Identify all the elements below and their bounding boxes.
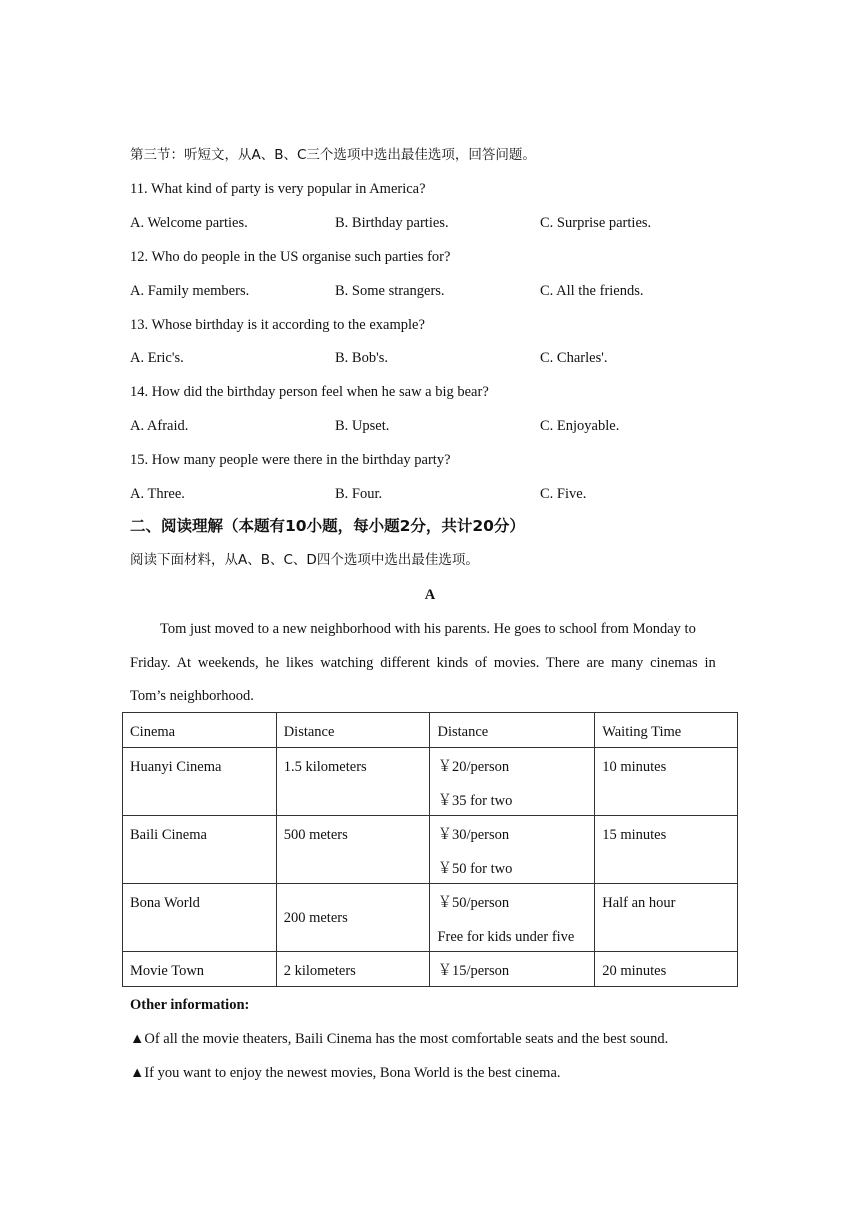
question-14: 14. How did the birthday person feel when he saw a big bear? <box>130 384 489 400</box>
cinema-name: Huanyi Cinema <box>123 748 277 816</box>
reading-section-title: 二、阅读理解（本题有10小题，每小题2分，共计20分） <box>130 517 525 535</box>
q15-option-c: C. Five. <box>540 486 587 502</box>
other-info-item-2: ▲If you want to enjoy the newest movies, Bona World is the best cinema. <box>130 1065 561 1081</box>
other-info-item-1: ▲Of all the movie theaters, Baili Cinema has the most comfortable seats and the best sound. <box>130 1031 669 1047</box>
header-cinema: Cinema <box>123 713 277 748</box>
cinema-distance: 2 kilometers <box>276 952 430 987</box>
listening-instruction: 第三节：听短文，从A、B、C三个选项中选出最佳选项，回答问题。 <box>130 147 536 163</box>
q11-option-a: A. Welcome parties. <box>130 215 248 231</box>
price-line-2: ￥35 for two <box>437 793 513 809</box>
cinema-price: ￥15/person <box>430 952 595 987</box>
cinema-price <box>430 748 595 816</box>
cinema-name: Movie Town <box>123 952 277 987</box>
q13-option-b: B. Bob's. <box>335 350 388 366</box>
header-waiting-time: Waiting Time <box>595 713 738 748</box>
cinema-table <box>122 712 738 987</box>
table-row <box>123 952 738 987</box>
cinema-price <box>430 816 595 884</box>
cinema-distance: 200 meters <box>276 884 430 952</box>
header-distance: Distance <box>276 713 430 748</box>
q13-option-c: C. Charles'. <box>540 350 608 366</box>
header-price: Distance <box>430 713 595 748</box>
passage-line-1: Tom just moved to a new neighborhood with his parents. He goes to school from Monday to <box>160 621 696 637</box>
price-line-2: ￥50 for two <box>437 861 513 877</box>
cinema-name: Bona World <box>123 884 277 952</box>
cinema-price <box>430 884 595 952</box>
q12-option-a: A. Family members. <box>130 283 250 299</box>
q12-option-b: B. Some strangers. <box>335 283 445 299</box>
passage-label: A <box>424 587 436 603</box>
price-line-1: ￥50/person <box>437 895 510 911</box>
cinema-wait: 10 minutes <box>595 748 738 816</box>
question-12: 12. Who do people in the US organise such parties for? <box>130 249 451 265</box>
passage-line-3: Tom’s neighborhood. <box>130 688 254 704</box>
q11-option-b: B. Birthday parties. <box>335 215 449 231</box>
q11-option-c: C. Surprise parties. <box>540 215 652 231</box>
q14-option-b: B. Upset. <box>335 418 390 434</box>
cinema-wait: 20 minutes <box>595 952 738 987</box>
table-row <box>123 748 738 816</box>
q15-option-a: A. Three. <box>130 486 185 502</box>
cinema-name: Baili Cinema <box>123 816 277 884</box>
table-row <box>123 884 738 952</box>
q12-option-c: C. All the friends. <box>540 283 644 299</box>
cinema-wait: Half an hour <box>595 884 738 952</box>
cinema-wait: 15 minutes <box>595 816 738 884</box>
cinema-distance: 1.5 kilometers <box>276 748 430 816</box>
other-info-title: Other information: <box>130 997 250 1013</box>
price-line-1: ￥30/person <box>437 827 510 843</box>
question-11: 11. What kind of party is very popular in America? <box>130 181 426 197</box>
price-line-1: ￥20/person <box>437 759 510 775</box>
question-15: 15. How many people were there in the birthday party? <box>130 452 451 468</box>
table-row <box>123 816 738 884</box>
question-13: 13. Whose birthday is it according to the example? <box>130 317 425 333</box>
q13-option-a: A. Eric's. <box>130 350 184 366</box>
cinema-distance: 500 meters <box>276 816 430 884</box>
table-header-row <box>123 713 738 748</box>
q15-option-b: B. Four. <box>335 486 383 502</box>
q14-option-a: A. Afraid. <box>130 418 189 434</box>
price-line-2: Free for kids under five <box>437 929 575 945</box>
reading-instruction: 阅读下面材料，从A、B、C、D四个选项中选出最佳选项。 <box>130 552 479 568</box>
passage-line-2: Friday. At weekends, he likes watching different kinds of movies. There are many cinemas in <box>130 655 716 671</box>
q14-option-c: C. Enjoyable. <box>540 418 620 434</box>
